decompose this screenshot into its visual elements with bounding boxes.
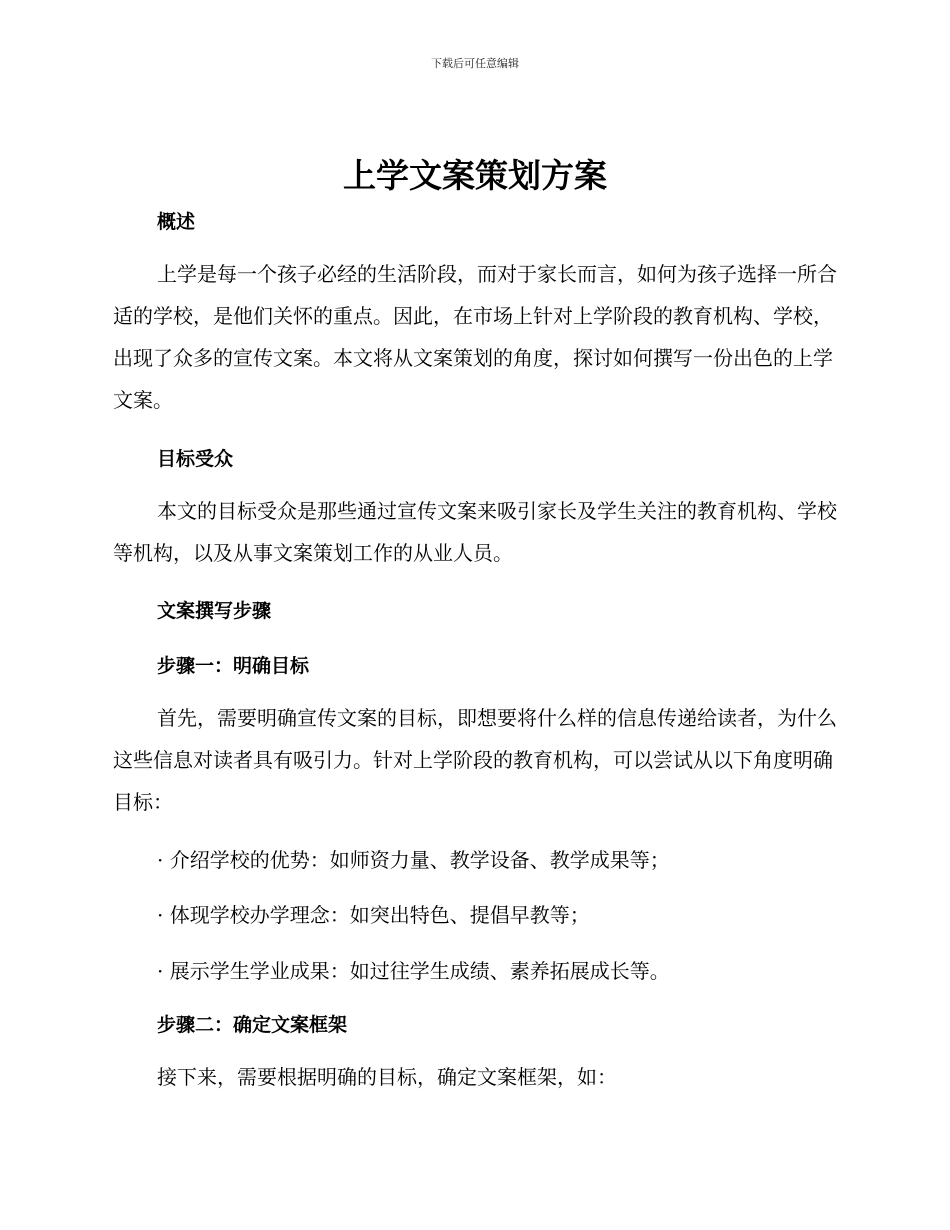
page-header-note: 下载后可任意编辑	[431, 57, 519, 70]
steps-heading: 文案撰写步骤	[157, 600, 272, 622]
step1-paragraph: 首先，需要明确宣传文案的目标，即想要将什么样的信息传递给读者，为什么这些信息对读者具有吸引力。针对上学阶段的教育机构，可以尝试从以下角度明确目标：	[113, 706, 837, 814]
bullet-item: · 介绍学校的优势：如师资力量、教学设备、教学成果等；	[157, 848, 670, 872]
step1-heading: 步骤一：明确目标	[157, 655, 310, 677]
overview-heading: 概述	[157, 211, 196, 233]
step2-paragraph: 接下来，需要根据明确的目标，确定文案框架，如：	[157, 1065, 617, 1089]
bullet-item: · 展示学生学业成果：如过往学生成绩、素养拓展成长等。	[157, 959, 670, 983]
bullet-item: · 体现学校办学理念：如突出特色、提倡早教等；	[157, 903, 590, 927]
document-title: 上学文案策划方案	[343, 156, 607, 195]
overview-paragraph: 上学是每一个孩子必经的生活阶段，而对于家长而言，如何为孩子选择一所合适的学校，是他们关怀的重点。因此，在市场上针对上学阶段的教育机构、学校，出现了众多的宣传文案。本文将从文案策划的角度，探讨如何撰写一份出色的上学文案。	[113, 262, 837, 412]
step2-heading: 步骤二：确定文案框架	[157, 1014, 348, 1036]
audience-heading: 目标受众	[157, 448, 234, 470]
audience-paragraph: 本文的目标受众是那些通过宣传文案来吸引家长及学生关注的教育机构、学校等机构，以及从事文案策划工作的从业人员。	[113, 499, 837, 565]
